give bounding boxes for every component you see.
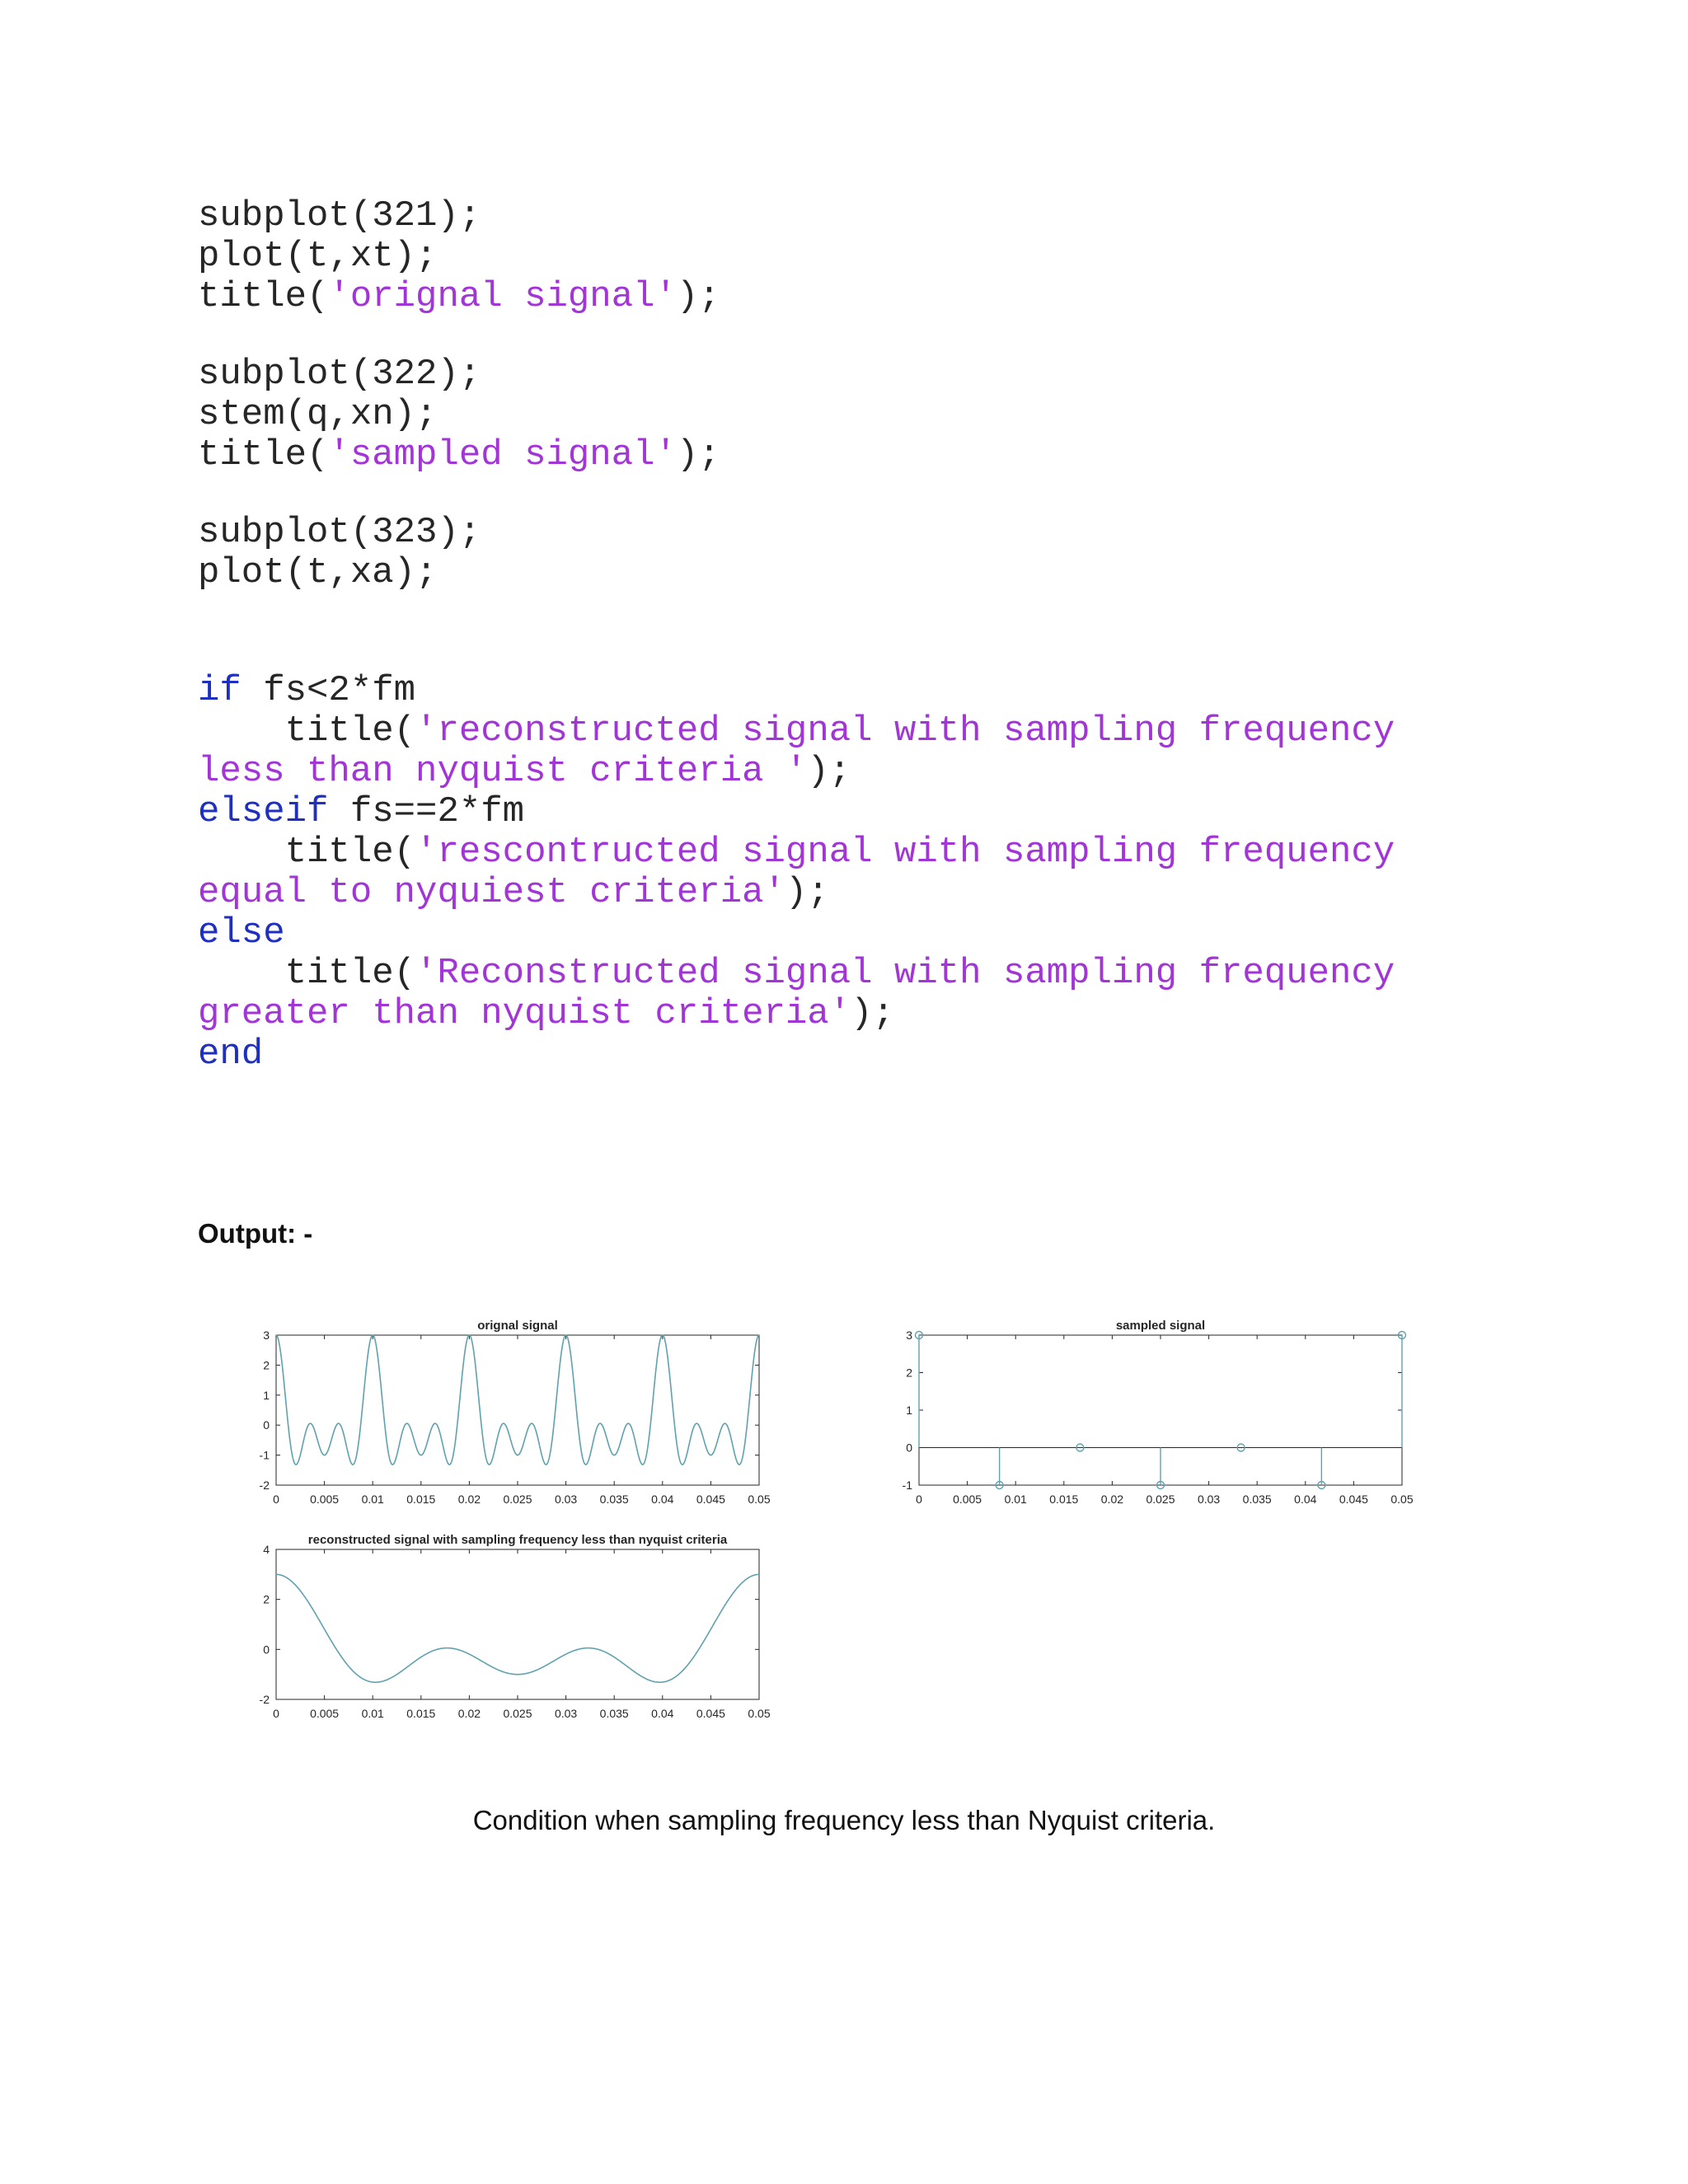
x-tick-label: 0.005 [310, 1493, 340, 1506]
x-tick-label: 0.035 [1242, 1493, 1272, 1506]
x-tick-label: 0.035 [599, 1707, 629, 1720]
y-tick-label: 0 [263, 1418, 270, 1432]
code-text: ); [676, 434, 720, 476]
x-tick-label: 0.005 [953, 1493, 982, 1506]
code-line [198, 913, 1395, 954]
y-tick-label: -2 [259, 1479, 270, 1492]
code-keyword: elseif [198, 791, 329, 832]
x-tick-label: 0.04 [651, 1493, 674, 1506]
code-text: plot(t,xa); [198, 552, 438, 593]
output-label: Output: - [198, 1218, 313, 1249]
x-tick-label: 0.015 [406, 1707, 436, 1720]
code-line [198, 873, 1395, 913]
figure-orignal-signal [247, 1315, 783, 1512]
code-line [198, 792, 1395, 832]
code-line [198, 435, 720, 476]
x-tick-label: 0.045 [696, 1493, 725, 1506]
code-line [198, 237, 720, 277]
code-text: ); [807, 751, 851, 792]
plot-area [276, 1549, 759, 1699]
code-text: fs<2*fm [241, 670, 416, 711]
code-keyword: if [198, 670, 241, 711]
code-keyword: else [198, 912, 285, 954]
x-tick-label: 0.05 [748, 1707, 771, 1720]
x-tick-label: 0.025 [503, 1493, 532, 1506]
x-tick-label: 0 [273, 1707, 279, 1720]
code-string: 'reconstructed signal with sampling frequency [415, 710, 1395, 752]
code-text: title( [198, 832, 416, 873]
code-text: ); [676, 276, 720, 317]
code-string: 'Reconstructed signal with sampling frequency [415, 953, 1395, 994]
code-text: title( [198, 276, 329, 317]
code-text: subplot(322); [198, 354, 481, 395]
plot-area [276, 1335, 759, 1485]
chart-sampled-signal [890, 1315, 1426, 1512]
code-text: subplot(323); [198, 512, 481, 553]
code-text: title( [198, 434, 329, 476]
code-string: equal to nyquiest criteria' [198, 872, 785, 913]
x-tick-label: 0.01 [361, 1707, 384, 1720]
x-tick-label: 0 [273, 1493, 279, 1506]
code-line [198, 711, 1395, 752]
x-tick-label: 0.025 [503, 1707, 532, 1720]
code-line [198, 1034, 1395, 1075]
x-tick-label: 0.05 [748, 1493, 771, 1506]
x-tick-label: 0.02 [457, 1707, 481, 1720]
code-block-subplot-322 [198, 354, 720, 476]
x-tick-label: 0.005 [310, 1707, 340, 1720]
x-tick-label: 0.04 [1294, 1493, 1317, 1506]
code-block-subplot-323 [198, 513, 481, 593]
code-text: subplot(321); [198, 195, 481, 237]
code-line [198, 395, 720, 435]
y-tick-label: 3 [906, 1329, 912, 1342]
code-string: 'sampled signal' [328, 434, 677, 476]
y-tick-label: -1 [902, 1479, 912, 1492]
code-keyword: end [198, 1033, 264, 1075]
x-tick-label: 0.03 [554, 1493, 578, 1506]
x-tick-label: 0.01 [1004, 1493, 1027, 1506]
figure-reconstructed-signal [247, 1529, 783, 1727]
x-tick-label: 0.045 [696, 1707, 725, 1720]
code-line [198, 277, 720, 317]
x-tick-label: 0.025 [1146, 1493, 1175, 1506]
y-tick-label: 2 [263, 1358, 270, 1372]
y-tick-label: 2 [906, 1366, 912, 1380]
code-line [198, 994, 1395, 1034]
code-string: greater than nyquist criteria' [198, 993, 851, 1034]
y-tick-label: -2 [259, 1693, 270, 1706]
code-line [198, 553, 481, 593]
x-tick-label: 0.02 [1100, 1493, 1124, 1506]
y-tick-label: -1 [259, 1448, 270, 1462]
code-line [198, 354, 720, 395]
code-line [198, 752, 1395, 792]
code-block-subplot-321 [198, 196, 720, 317]
x-tick-label: 0.015 [406, 1493, 436, 1506]
chart-orignal-signal [247, 1315, 783, 1512]
x-tick-label: 0.02 [457, 1493, 481, 1506]
chart-reconstructed-signal [247, 1529, 783, 1727]
figure-sampled-signal [890, 1315, 1426, 1512]
code-string: 'orignal signal' [328, 276, 677, 317]
code-text: fs==2*fm [328, 791, 525, 832]
code-line [198, 196, 720, 237]
x-tick-label: 0.015 [1049, 1493, 1079, 1506]
x-tick-label: 0.03 [554, 1707, 578, 1720]
code-text: ); [785, 872, 829, 913]
code-line [198, 954, 1395, 994]
y-tick-label: 2 [263, 1592, 270, 1606]
code-text: plot(t,xt); [198, 236, 438, 277]
chart-title: orignal signal [477, 1319, 558, 1333]
code-string: less than nyquist criteria ' [198, 751, 808, 792]
y-tick-label: 4 [263, 1543, 270, 1556]
code-block-conditional-title [198, 671, 1395, 1075]
chart-title: reconstructed signal with sampling frequency less than nyquist criteria [307, 1533, 728, 1547]
x-tick-label: 0.045 [1339, 1493, 1368, 1506]
x-tick-label: 0.035 [599, 1493, 629, 1506]
chart-title: sampled signal [1115, 1319, 1206, 1333]
code-text: title( [198, 710, 416, 752]
y-tick-label: 0 [263, 1643, 270, 1657]
y-tick-label: 3 [263, 1329, 270, 1342]
y-tick-label: 1 [906, 1404, 912, 1417]
figure-caption: Condition when sampling frequency less than Nyquist criteria. [472, 1805, 1216, 1835]
code-line [198, 832, 1395, 873]
x-tick-label: 0.03 [1197, 1493, 1221, 1506]
y-tick-label: 1 [263, 1388, 270, 1402]
x-tick-label: 0.05 [1390, 1493, 1414, 1506]
code-line [198, 671, 1395, 711]
code-text: stem(q,xn); [198, 394, 438, 435]
x-tick-label: 0 [916, 1493, 922, 1506]
x-tick-label: 0.01 [361, 1493, 384, 1506]
code-string: 'rescontructed signal with sampling frequency [415, 832, 1395, 873]
x-tick-label: 0.04 [651, 1707, 674, 1720]
code-text: title( [198, 953, 416, 994]
code-text: ); [851, 993, 894, 1034]
y-tick-label: 0 [906, 1441, 912, 1455]
code-line [198, 513, 481, 553]
